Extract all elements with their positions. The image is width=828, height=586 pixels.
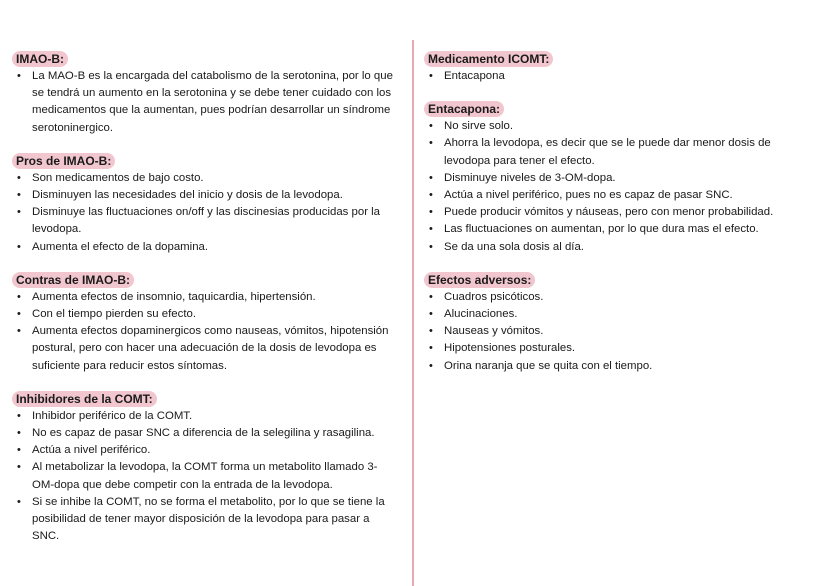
section-heading: Medicamento ICOMT: (424, 51, 553, 67)
list-item: • Actúa a nivel periférico, pues no es capaz de pasar SNC. (424, 187, 816, 204)
section-inhibidores-comt (12, 390, 397, 546)
bullet-list (424, 289, 816, 375)
list-item: • Las fluctuaciones on aumentan, por lo que dura mas el efecto. (424, 221, 816, 238)
section-heading: Contras de IMAO-B: (12, 272, 134, 288)
list-item: • Cuadros psicóticos. (424, 289, 816, 306)
list-item: • Disminuye niveles de 3-OM-dopa. (424, 170, 816, 187)
section-medicamento-icomt (424, 50, 816, 85)
list-item: • Entacapona (424, 68, 816, 85)
left-column (12, 50, 397, 560)
bullet-list (12, 170, 397, 256)
list-item: • Se da una sola dosis al día. (424, 239, 816, 256)
list-item: • Puede producir vómitos y náuseas, pero con menor probabilidad. (424, 204, 816, 221)
section-pros-imao-b (12, 152, 397, 256)
section-imao-b (12, 50, 397, 137)
list-item: • Aumenta el efecto de la dopamina. (12, 239, 397, 256)
right-column (424, 50, 816, 390)
list-item: • Con el tiempo pierden su efecto. (12, 306, 397, 323)
bullet-list (424, 68, 816, 85)
section-heading: Efectos adversos: (424, 272, 535, 288)
column-divider (412, 40, 414, 586)
bullet-list (12, 408, 397, 546)
list-item: • No sirve solo. (424, 118, 816, 135)
section-heading: IMAO-B: (12, 51, 68, 67)
list-item: • Hipotensiones posturales. (424, 340, 816, 357)
bullet-list (12, 68, 397, 137)
list-item: • Aumenta efectos de insomnio, taquicardia, hipertensión. (12, 289, 397, 306)
list-item: • Actúa a nivel periférico. (12, 442, 397, 459)
bullet-list (12, 289, 397, 375)
list-item: • Disminuye las fluctuaciones on/off y las discinesias producidas por la levodopa. (12, 204, 397, 238)
list-item: • Si se inhibe la COMT, no se forma el metabolito, por lo que se tiene la posibilidad de tener mayor disposición de la levodopa para pasar a SNC. (12, 494, 397, 546)
list-item: • Orina naranja que se quita con el tiempo. (424, 358, 816, 375)
section-efectos-adversos (424, 271, 816, 375)
list-item: • Alucinaciones. (424, 306, 816, 323)
list-item: • La MAO-B es la encargada del catabolismo de la serotonina, por lo que se tendrá un aumento en la serotonina y se debe tener cuidado con los medicamentos que la aumentan, pues podrían desarrollar un síndrome serotoninergico. (12, 68, 397, 137)
section-entacapona (424, 100, 816, 256)
section-heading: Inhibidores de la COMT: (12, 391, 157, 407)
list-item: • Disminuyen las necesidades del inicio y dosis de la levodopa. (12, 187, 397, 204)
list-item: • Ahorra la levodopa, es decir que se le puede dar menor dosis de levodopa para tener el efecto. (424, 135, 816, 169)
list-item: • Inhibidor periférico de la COMT. (12, 408, 397, 425)
section-heading: Pros de IMAO-B: (12, 153, 115, 169)
list-item: • Aumenta efectos dopaminergicos como nauseas, vómitos, hipotensión postural, pero con hacer una adecuación de la dosis de levodopa es suficiente para reducir estos síntomas. (12, 323, 397, 375)
section-contras-imao-b (12, 271, 397, 375)
list-item: • Nauseas y vómitos. (424, 323, 816, 340)
list-item: • Al metabolizar la levodopa, la COMT forma un metabolito llamado 3-OM-dopa que debe competir con la entrada de la levodopa. (12, 459, 397, 493)
list-item: • No es capaz de pasar SNC a diferencia de la selegilina y rasagilina. (12, 425, 397, 442)
list-item: • Son medicamentos de bajo costo. (12, 170, 397, 187)
bullet-list (424, 118, 816, 256)
section-heading: Entacapona: (424, 101, 504, 117)
